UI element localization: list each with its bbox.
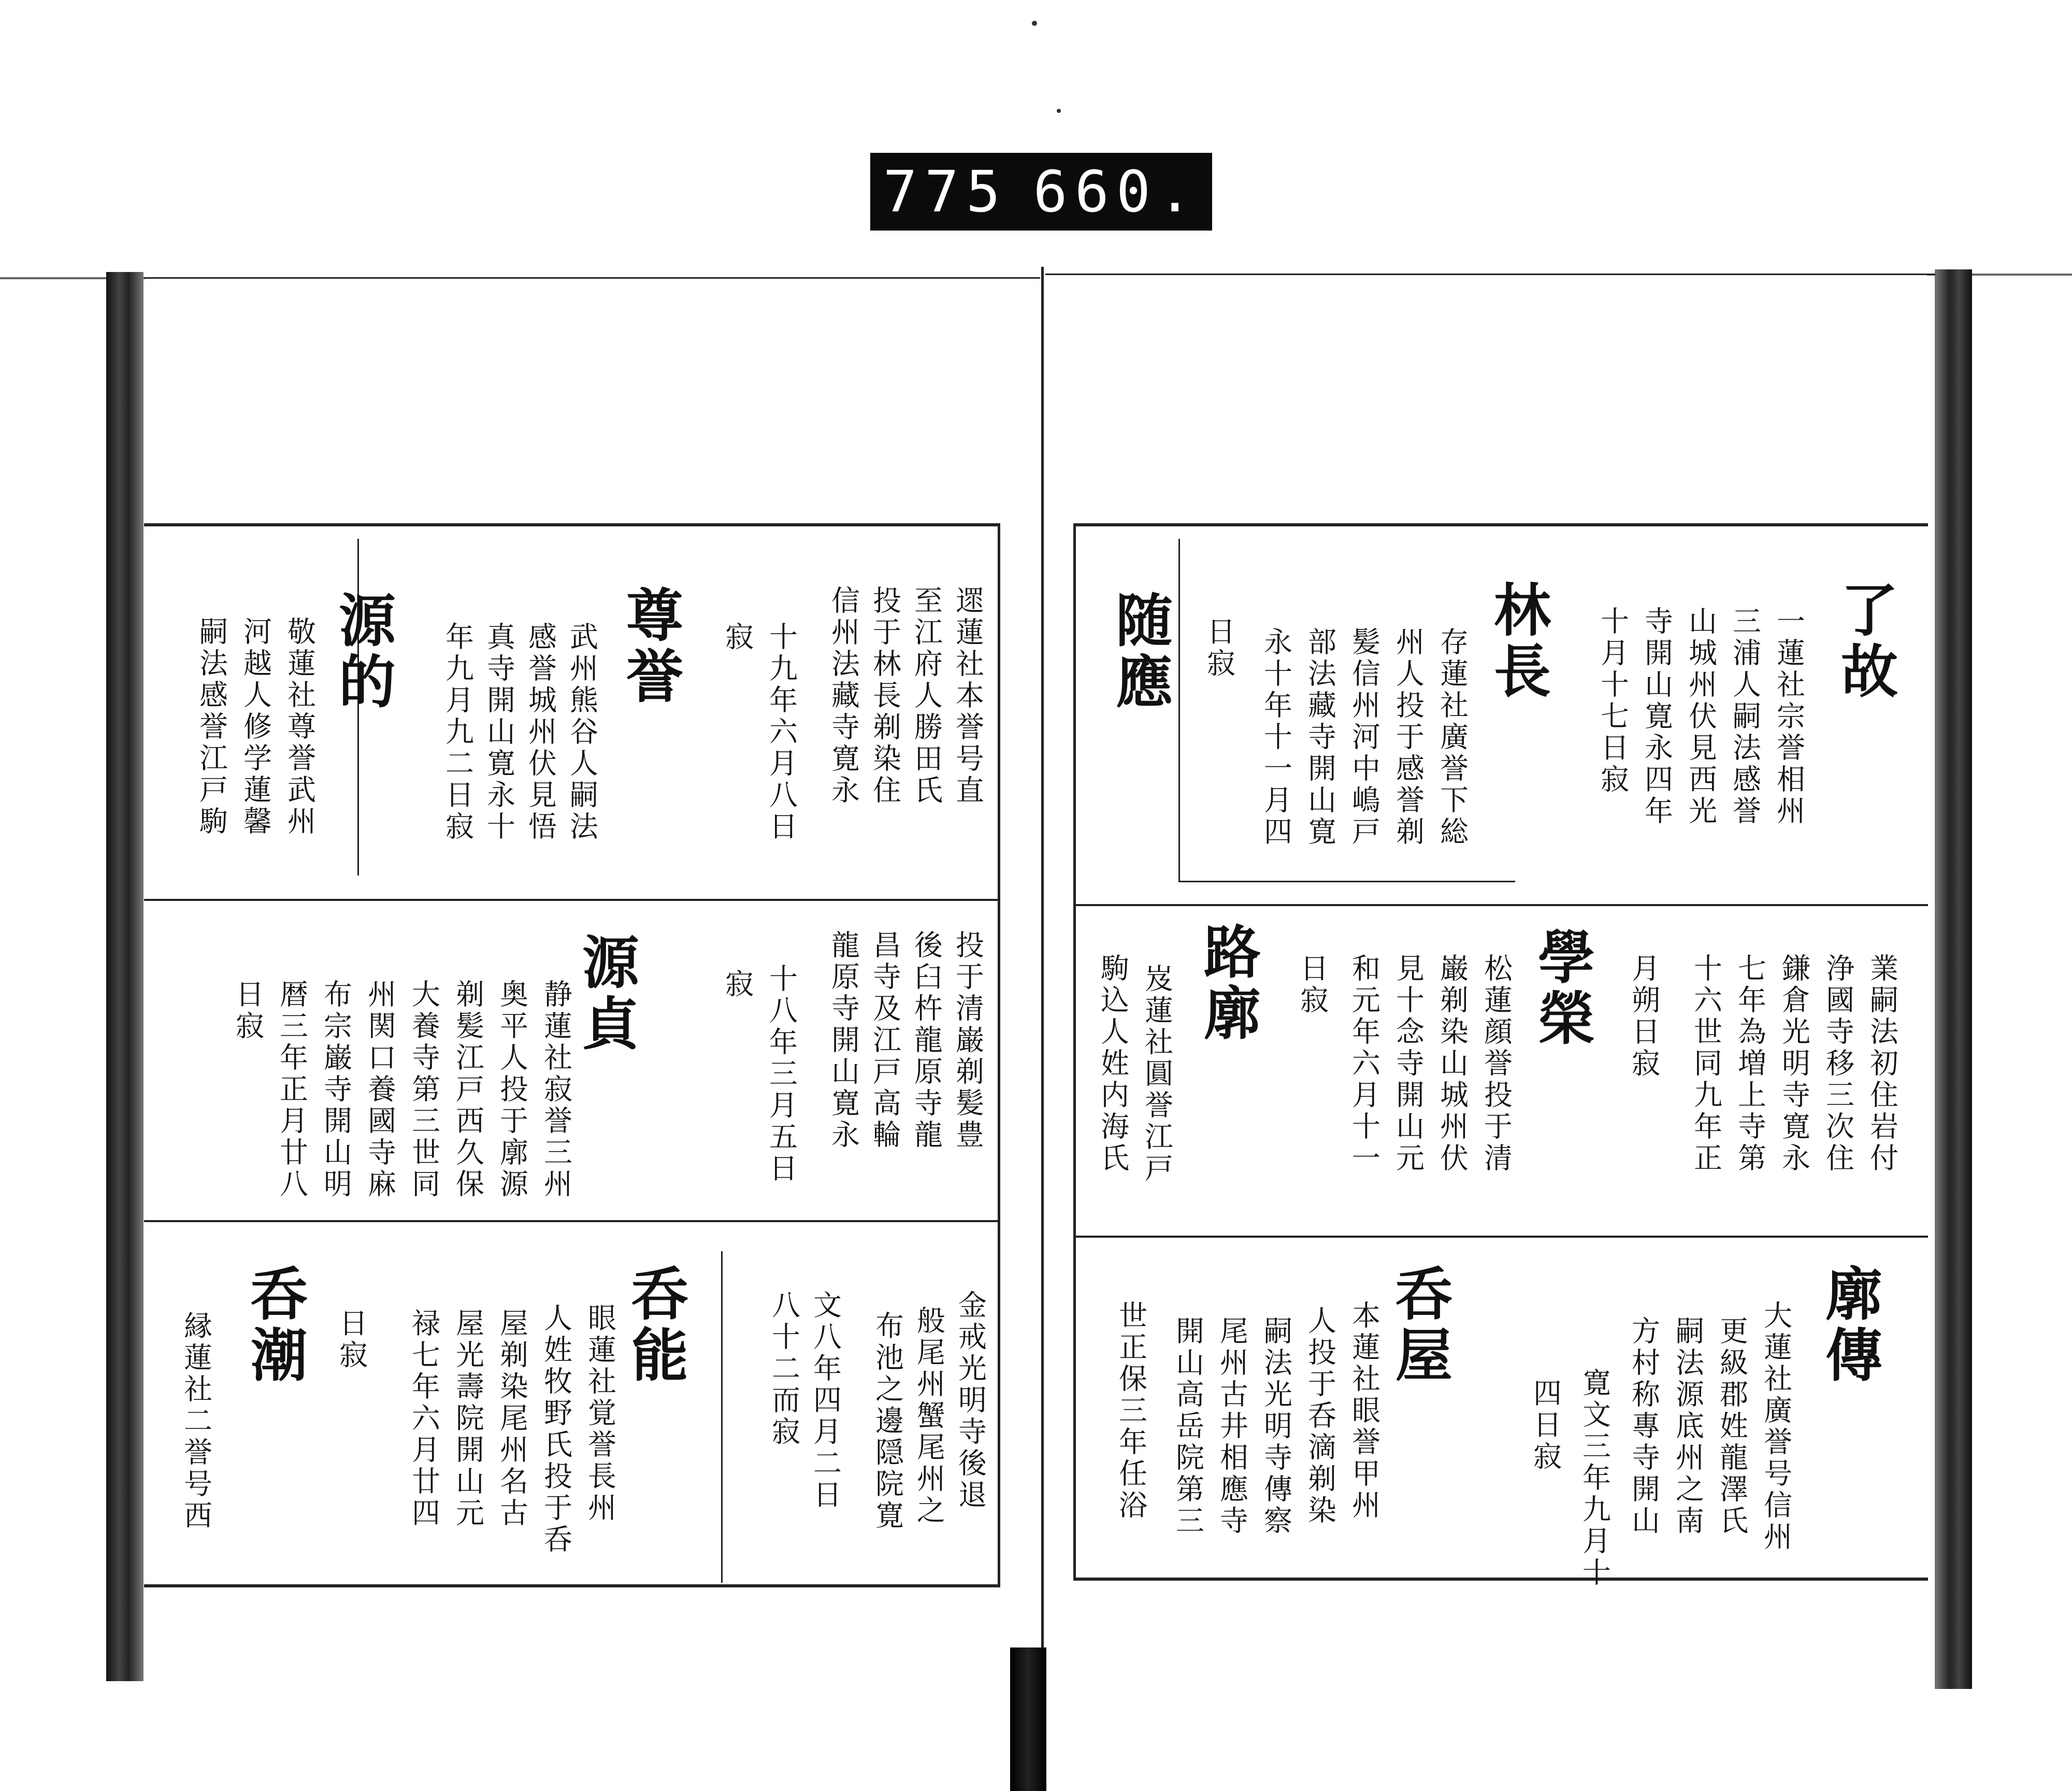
- entry-col: [1171, 1316, 1205, 1537]
- entry-col: [1303, 627, 1337, 848]
- entry-col: [1435, 627, 1469, 848]
- entry-col: [440, 622, 474, 843]
- entry-col: [909, 585, 943, 807]
- entry-col: [870, 1311, 904, 1532]
- text-line: 般尾州蟹尾州之: [912, 1306, 945, 1527]
- entry-col: [826, 930, 860, 1151]
- entry-col: [953, 1290, 987, 1511]
- entry-col: [868, 585, 902, 807]
- text-line: 見十念寺開山元: [1391, 953, 1424, 1174]
- entry-col: [1528, 1378, 1562, 1473]
- text-line: 屋光壽院開山元: [451, 1308, 484, 1529]
- text-line: 四日寂: [1529, 1378, 1562, 1473]
- text-line: 嗣法源底州之南: [1671, 1316, 1704, 1537]
- entry-col: [194, 617, 228, 838]
- entry-col: [238, 617, 272, 838]
- entry-col: [539, 1303, 573, 1556]
- text-line: 方村称專寺開山: [1627, 1316, 1660, 1537]
- text-line: 本蓮社眼誉甲州: [1347, 1300, 1380, 1522]
- entry-col: [334, 1308, 368, 1371]
- entry-col: [1728, 606, 1762, 827]
- entry-col: [1627, 1316, 1661, 1537]
- entry-col: [1671, 1316, 1705, 1537]
- text-line: 嗣法光明寺傳察: [1259, 1316, 1292, 1537]
- right-frame-left: [1073, 523, 1076, 1580]
- text-line: 武州熊谷人嗣法: [565, 622, 598, 843]
- entry-col: [1391, 953, 1425, 1174]
- entry-name-kakuden: 廓傳: [1816, 1264, 1883, 1386]
- entry-name-donchou: 呑潮: [241, 1264, 308, 1386]
- call-number-left: 775: [883, 159, 1008, 225]
- text-line: 日寂: [335, 1308, 368, 1371]
- left-bracket-line-2: [721, 1251, 723, 1583]
- entry-col: [951, 930, 985, 1151]
- text-line: 敬蓮社尊誉武州: [283, 617, 316, 838]
- text-line: 嗣法感誉江戸駒: [195, 617, 228, 838]
- entry-col: [363, 979, 397, 1200]
- text-line: 業嗣法初住岩付: [1865, 953, 1898, 1174]
- entry-col: [1627, 953, 1661, 1080]
- text-line: 暦三年正月廿八: [275, 979, 308, 1200]
- text-line: 岌蓮社圓誉江戸: [1140, 964, 1173, 1185]
- text-line: 十八年三月五日: [765, 964, 798, 1185]
- entry-col: [808, 1290, 842, 1511]
- call-number-right: 660.: [1033, 159, 1200, 225]
- entry-col: [868, 930, 902, 1151]
- entry-name-zuio: 随應: [1106, 591, 1173, 713]
- entry-col: [909, 930, 943, 1151]
- entry-col: [764, 964, 798, 1185]
- text-line: 日寂: [231, 979, 264, 1042]
- text-line: 感誉城州伏見悟: [524, 622, 557, 843]
- entry-col: [951, 585, 985, 865]
- left-frame-right: [998, 523, 1000, 1587]
- entry-col: [1347, 1300, 1381, 1522]
- text-line: 髪信州河中嶋戸: [1347, 627, 1380, 848]
- entry-col: [912, 1306, 946, 1527]
- entry-col: [1114, 1300, 1148, 1522]
- text-line: 松蓮顔誉投于清: [1479, 953, 1513, 1174]
- text-line: 浄國寺移三次住: [1821, 953, 1854, 1174]
- entry-col: [1689, 953, 1723, 1174]
- left-frame-bottom: [144, 1584, 999, 1587]
- text-line: 至江府人勝田氏: [910, 585, 943, 807]
- entry-name-donno: 呑能: [622, 1264, 689, 1386]
- dust-speck: [1032, 21, 1037, 26]
- text-line: 三浦人嗣法感誉: [1728, 606, 1761, 827]
- right-frame-bottom: [1073, 1578, 1928, 1581]
- entry-col: [826, 585, 860, 807]
- text-line: 十六世同九年正: [1689, 953, 1722, 1174]
- text-line: 州関口養國寺麻: [363, 979, 396, 1200]
- text-line: 月朔日寂: [1627, 953, 1660, 1080]
- text-line: 屋剃染尾州名古: [495, 1308, 528, 1529]
- text-line: 剃髪江戸西久保: [451, 979, 484, 1200]
- text-line: 眼蓮社覚誉長州: [583, 1303, 616, 1524]
- right-bracket-base: [1178, 881, 1515, 882]
- left-binding-edge: [106, 272, 143, 1681]
- entry-name-rokaku: 路廓: [1195, 922, 1261, 1044]
- entry-col: [275, 979, 309, 1200]
- text-line: 和元年六月十一: [1347, 953, 1380, 1174]
- text-line: 静蓮社寂誉三州: [539, 979, 572, 1200]
- text-line: 寺開山寛永四年: [1640, 606, 1673, 827]
- entry-col: [179, 1311, 213, 1532]
- entry-name-gakuei: 學榮: [1529, 927, 1595, 1050]
- entry-col: [319, 979, 353, 1200]
- entry-col: [1577, 1368, 1611, 1589]
- entry-col: [565, 622, 599, 843]
- entry-col: [1435, 953, 1469, 1174]
- entry-col: [495, 979, 529, 1200]
- text-line: 龍原寺開山寛永: [827, 930, 860, 1151]
- left-row-divider-1: [144, 899, 999, 901]
- entry-col: [1202, 617, 1236, 680]
- entry-col: [1772, 606, 1806, 827]
- text-line: 大蓮社廣誉号信州: [1759, 1300, 1792, 1553]
- entry-col: [1096, 953, 1130, 1174]
- text-line: 人姓牧野氏投于呑: [539, 1303, 572, 1556]
- text-line: 八十二而寂: [767, 1290, 800, 1448]
- text-line: 禄七年六月廿四: [407, 1308, 440, 1529]
- entry-col: [1479, 953, 1513, 1174]
- entry-col: [539, 979, 573, 1200]
- text-line: 十月十七日寂: [1596, 606, 1629, 796]
- text-line: 七年為増上寺第: [1733, 953, 1766, 1174]
- left-page-top-rule: [144, 277, 1040, 279]
- text-line: 布池之邊隠院寛: [871, 1311, 904, 1532]
- text-line: 大養寺第三世同: [407, 979, 440, 1200]
- text-line: 布宗巌寺開山明: [319, 979, 352, 1200]
- entry-col: [720, 969, 754, 1000]
- text-line: 投于林長剃染住: [868, 585, 901, 807]
- text-line: 開山高岳院第三: [1171, 1316, 1204, 1537]
- entry-col: [1259, 627, 1293, 848]
- text-line: 日寂: [1202, 617, 1235, 680]
- entry-name-sonyo: 尊誉: [617, 585, 684, 708]
- entry-col: [231, 979, 265, 1042]
- entry-col: [1595, 606, 1630, 796]
- text-line: 奥平人投于廓源: [495, 979, 528, 1200]
- entry-col: [1259, 1316, 1293, 1537]
- entry-col: [1733, 953, 1767, 1174]
- text-line: 鎌倉光明寺寛永: [1777, 953, 1810, 1174]
- right-frame-top: [1073, 523, 1928, 526]
- entry-col: [451, 979, 485, 1200]
- entry-col: [407, 979, 441, 1200]
- entry-name-ryoko: 了故: [1832, 580, 1898, 703]
- entry-col: [482, 622, 516, 843]
- entry-col: [495, 1308, 529, 1529]
- right-binding-edge: [1935, 269, 1972, 1689]
- left-frame-top: [144, 523, 999, 526]
- entry-col: [583, 1303, 617, 1524]
- entry-col: [1715, 1316, 1749, 1537]
- entry-col: [1391, 627, 1425, 848]
- text-line: 永十年十一月四: [1259, 627, 1292, 848]
- text-line: 十九年六月八日: [765, 622, 798, 843]
- text-line: 年九月九二日寂: [441, 622, 474, 843]
- text-line: 河越人修学蓮馨: [239, 617, 272, 838]
- text-line: 昌寺及江戸高輪: [868, 930, 901, 1151]
- text-line: 投于清巌剃髪豊: [951, 930, 984, 1151]
- text-line: 駒込人姓内海氏: [1096, 953, 1129, 1174]
- text-line: 寂: [721, 622, 754, 653]
- right-row-divider-1: [1073, 904, 1928, 906]
- entry-col: [720, 622, 754, 653]
- text-line: 州人投于感誉剃: [1391, 627, 1424, 848]
- entry-name-genteki: 源的: [329, 591, 396, 713]
- text-line: 山城州伏見西光: [1684, 606, 1717, 827]
- text-line: 金戒光明寺後退: [954, 1290, 987, 1511]
- right-row-divider-2: [1073, 1236, 1928, 1238]
- entry-col: [1777, 953, 1811, 1174]
- text-line: 尾州古井相應寺: [1215, 1316, 1248, 1537]
- entry-col: [1215, 1316, 1249, 1537]
- entry-col: [1684, 606, 1718, 827]
- entry-col: [1865, 953, 1899, 1174]
- entry-col: [282, 617, 316, 838]
- text-line: 巌剃染山城州伏: [1435, 953, 1469, 1174]
- entry-name-donya: 呑屋: [1386, 1264, 1453, 1386]
- entry-col: [1821, 953, 1855, 1174]
- text-line: 更級郡姓龍澤氏: [1715, 1316, 1748, 1537]
- entry-col: [1347, 953, 1381, 1174]
- text-line: 部法藏寺開山寛: [1303, 627, 1336, 848]
- entry-name-gentei: 源貞: [573, 933, 640, 1055]
- text-line: 文八年四月二日: [809, 1290, 842, 1511]
- call-number-label: [870, 153, 1212, 231]
- center-binding-shadow: [1010, 1647, 1046, 1791]
- text-line: 遝蓮社本誉号直: [951, 585, 984, 807]
- text-line: 存蓮社廣誉下総: [1435, 627, 1469, 848]
- dust-speck: [1057, 109, 1061, 113]
- right-bracket-line: [1178, 539, 1180, 881]
- text-line: 寂: [721, 969, 754, 1000]
- text-line: 信州法藏寺寛永: [827, 585, 860, 807]
- text-line: 縁蓮社二誉号西: [179, 1311, 212, 1532]
- entry-col: [1140, 964, 1174, 1185]
- entry-col: [407, 1308, 441, 1529]
- entry-col: [1347, 627, 1381, 848]
- center-fold-line: [1041, 267, 1044, 1707]
- entry-col: [1295, 953, 1329, 1016]
- entry-col: [767, 1290, 801, 1448]
- text-line: 世正保三年任浴: [1114, 1300, 1147, 1522]
- entry-name-rincho: 林長: [1485, 580, 1551, 703]
- entry-col: [451, 1308, 485, 1529]
- text-line: 真寺開山寛永十: [482, 622, 515, 843]
- entry-col: [523, 622, 557, 843]
- entry-col: [1639, 606, 1674, 827]
- text-line: 日寂: [1296, 953, 1329, 1016]
- left-row-divider-2: [144, 1220, 999, 1222]
- entry-col: [764, 622, 798, 843]
- text-line: 人投于呑滴剃染: [1303, 1306, 1336, 1527]
- right-page-top-rule: [1045, 274, 1935, 275]
- text-line: 後臼杵龍原寺龍: [910, 930, 943, 1151]
- text-line: 一蓮社宗誉相州: [1772, 606, 1805, 827]
- entry-col: [1303, 1306, 1337, 1527]
- entry-col: [1759, 1300, 1793, 1553]
- text-line: 寛文三年九月十: [1578, 1368, 1611, 1589]
